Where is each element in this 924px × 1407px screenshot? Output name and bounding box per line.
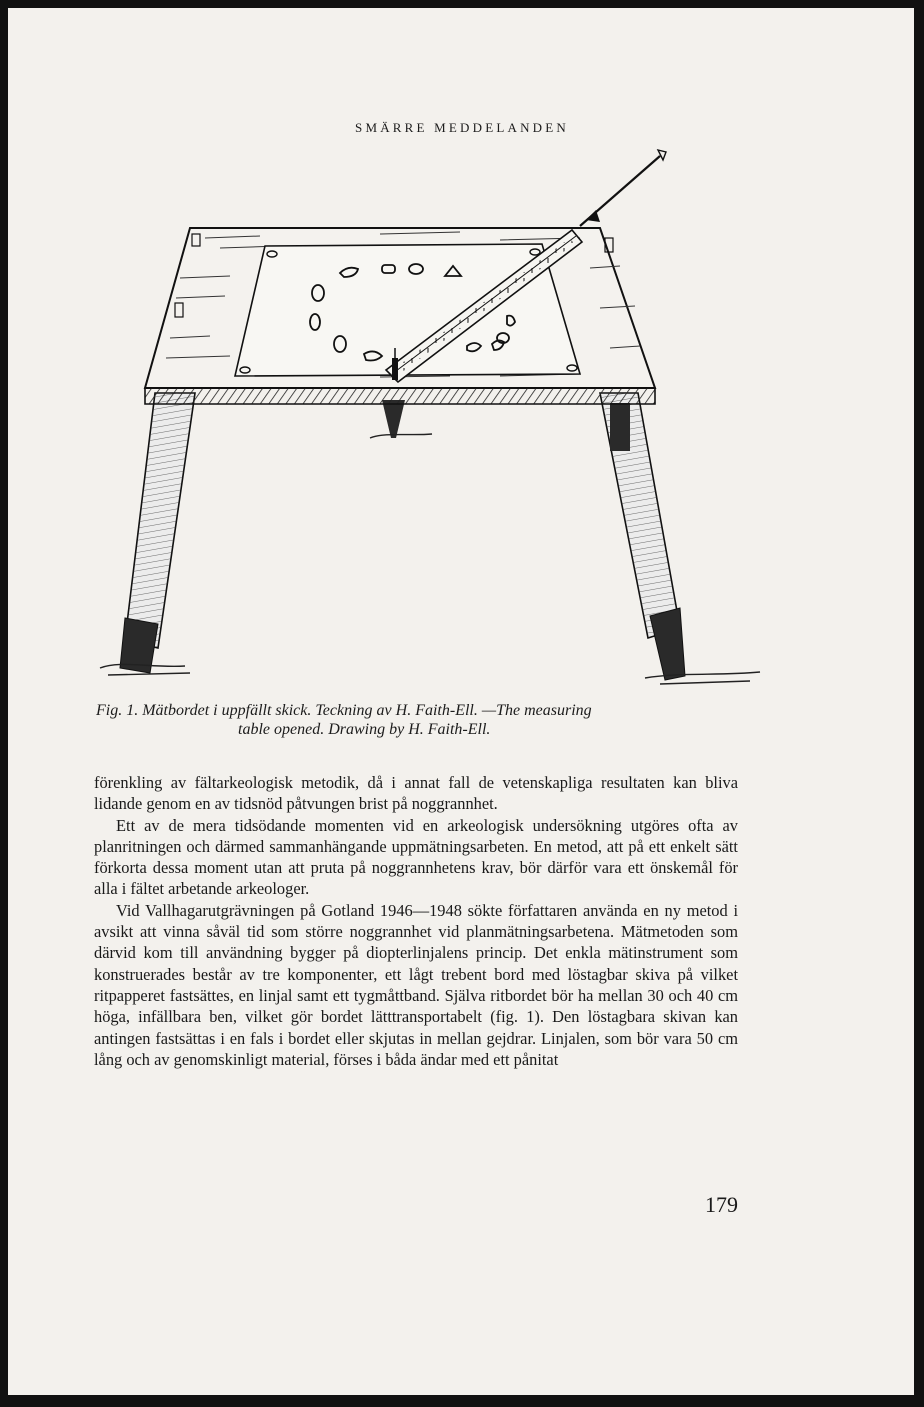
paragraph-1: förenkling av fältarkeologisk metodik, då i annat fall de vetenskapliga resultaten kan bliva lidande genom en av tidsnöd påtvungen brist på noggrannhet. [94, 773, 738, 814]
right-leg [600, 393, 760, 684]
figure-measuring-table [80, 148, 770, 693]
caption-line-1: Fig. 1. Mätbordet i uppfällt skick. Teckning av H. Faith-Ell. —The measuring [96, 702, 592, 719]
caption-line-2: table opened. Drawing by H. Faith-Ell. [238, 721, 491, 738]
measuring-table-drawing [80, 148, 770, 693]
paragraph-3: Vid Vallhagarutgrävningen på Gotland 1946—1948 sökte författaren använda en ny metod i avsikt att vinna såväl tid som större noggrannhet vid planmätningsarbetena. Mätmetoden som därvid kom till användning bygger på diopterlinjalens princip. Det enkla mätinstrument som konstruerades består av tre komponenter, ett lågt trebent bord med löstagbar skiva på vilket ritpapperet fastsättes, en linjal samt ett tygmåttband. Själva ritbordet bör ha mellan 30 och 40 cm höga, infällbara ben, vilket gör bordet lätttransportabelt (fig. 1). Den löstagbara skivan kan antingen fastsättas i en fals i bordet eller skjutas in mellan gejdrar. Linjalen, som bör vara 50 cm lång och av genomskinligt material, förses i båda ändar med ett pånitat [94, 900, 738, 1069]
left-leg [100, 393, 195, 675]
running-header: SMÄRRE MEDDELANDEN [355, 120, 569, 135]
paragraph-2: Ett av de mera tidsödande momenten vid en arkeologisk undersökning utgöres ofta av planritningen och därmed sammanhängande uppmätningsarbeten. En metod, att på ett enkelt sätt förkorta dessa moment utan att pruta på noggrannhetens krav, bör därför vara ett önskemål för alla i fältet arbetande arkeologer. [94, 815, 738, 899]
center-leg [370, 400, 432, 438]
page-number: 179 [705, 1192, 738, 1217]
body-text [94, 772, 738, 1070]
figure-caption [96, 701, 741, 739]
